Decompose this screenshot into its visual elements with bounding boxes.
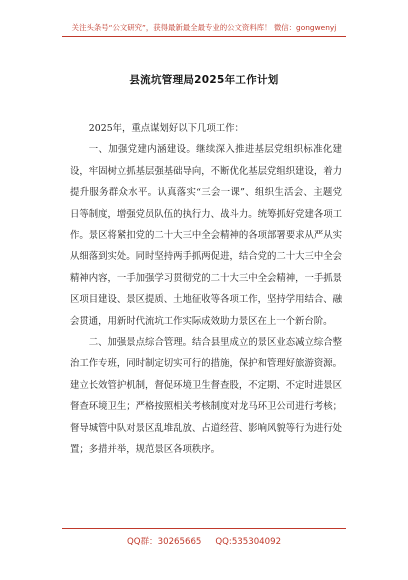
- document-title: 县流坑管理局2025年工作计划: [129, 74, 279, 86]
- footer-divider: [62, 528, 346, 529]
- intro-paragraph: 2025年，重点谋划好以下几项工作：: [88, 123, 244, 134]
- footer-contacts: [0, 535, 408, 547]
- qq-group-label: QQ群：30265665: [126, 537, 202, 547]
- qq-contact-label: QQ:535304092: [215, 537, 282, 547]
- section-paragraph-scenic-management: 二、加强景点综合管理。结合县里成立的景区业态减立综合整治工作专班，同时制定切实可行的措施，保护和管理好旅游资源。建立长效管护机制，督促环境卫生督查股，不定期、不定时进景区督查环境卫生；严格按照相关考核制度对龙马环卫公司进行考核；督导城管中队对景区乱堆乱放、占道经营、影响风貌等行为进行处置；多措并举，规范景区各项秩序。: [70, 337, 342, 456]
- document-body: [70, 118, 342, 461]
- header-divider: [62, 36, 346, 37]
- section-paragraph-party-building: 一、加强党建内涵建设。继续深入推进基层党组织标准化建设，牢固树立抓基层强基础导向，不断优化基层党组织建设，着力提升服务群众水平。认真落实“三会一课”、组织生活会、主题党日等制度，增强党员队伍的执行力、战斗力。统筹抓好党建各项工作。景区将紧扣党的二十大三中全会精神的各项部署要求从严从实从细落到实处。同时坚持两手抓两促进，结合党的二十大三中全会精神内容，一手加强学习贯彻党的二十大三中全会精神，一手抓景区项目建设、景区提质、土地征收等各项工作，坚持学用结合、融会贯通，用新时代流坑工作实际成效助力景区在上一个新台阶。: [70, 144, 342, 327]
- header-banner: 关注头条号“公文研究”，获得最新最全最专业的公文资料库！ 微信：gongwenyj: [71, 23, 337, 32]
